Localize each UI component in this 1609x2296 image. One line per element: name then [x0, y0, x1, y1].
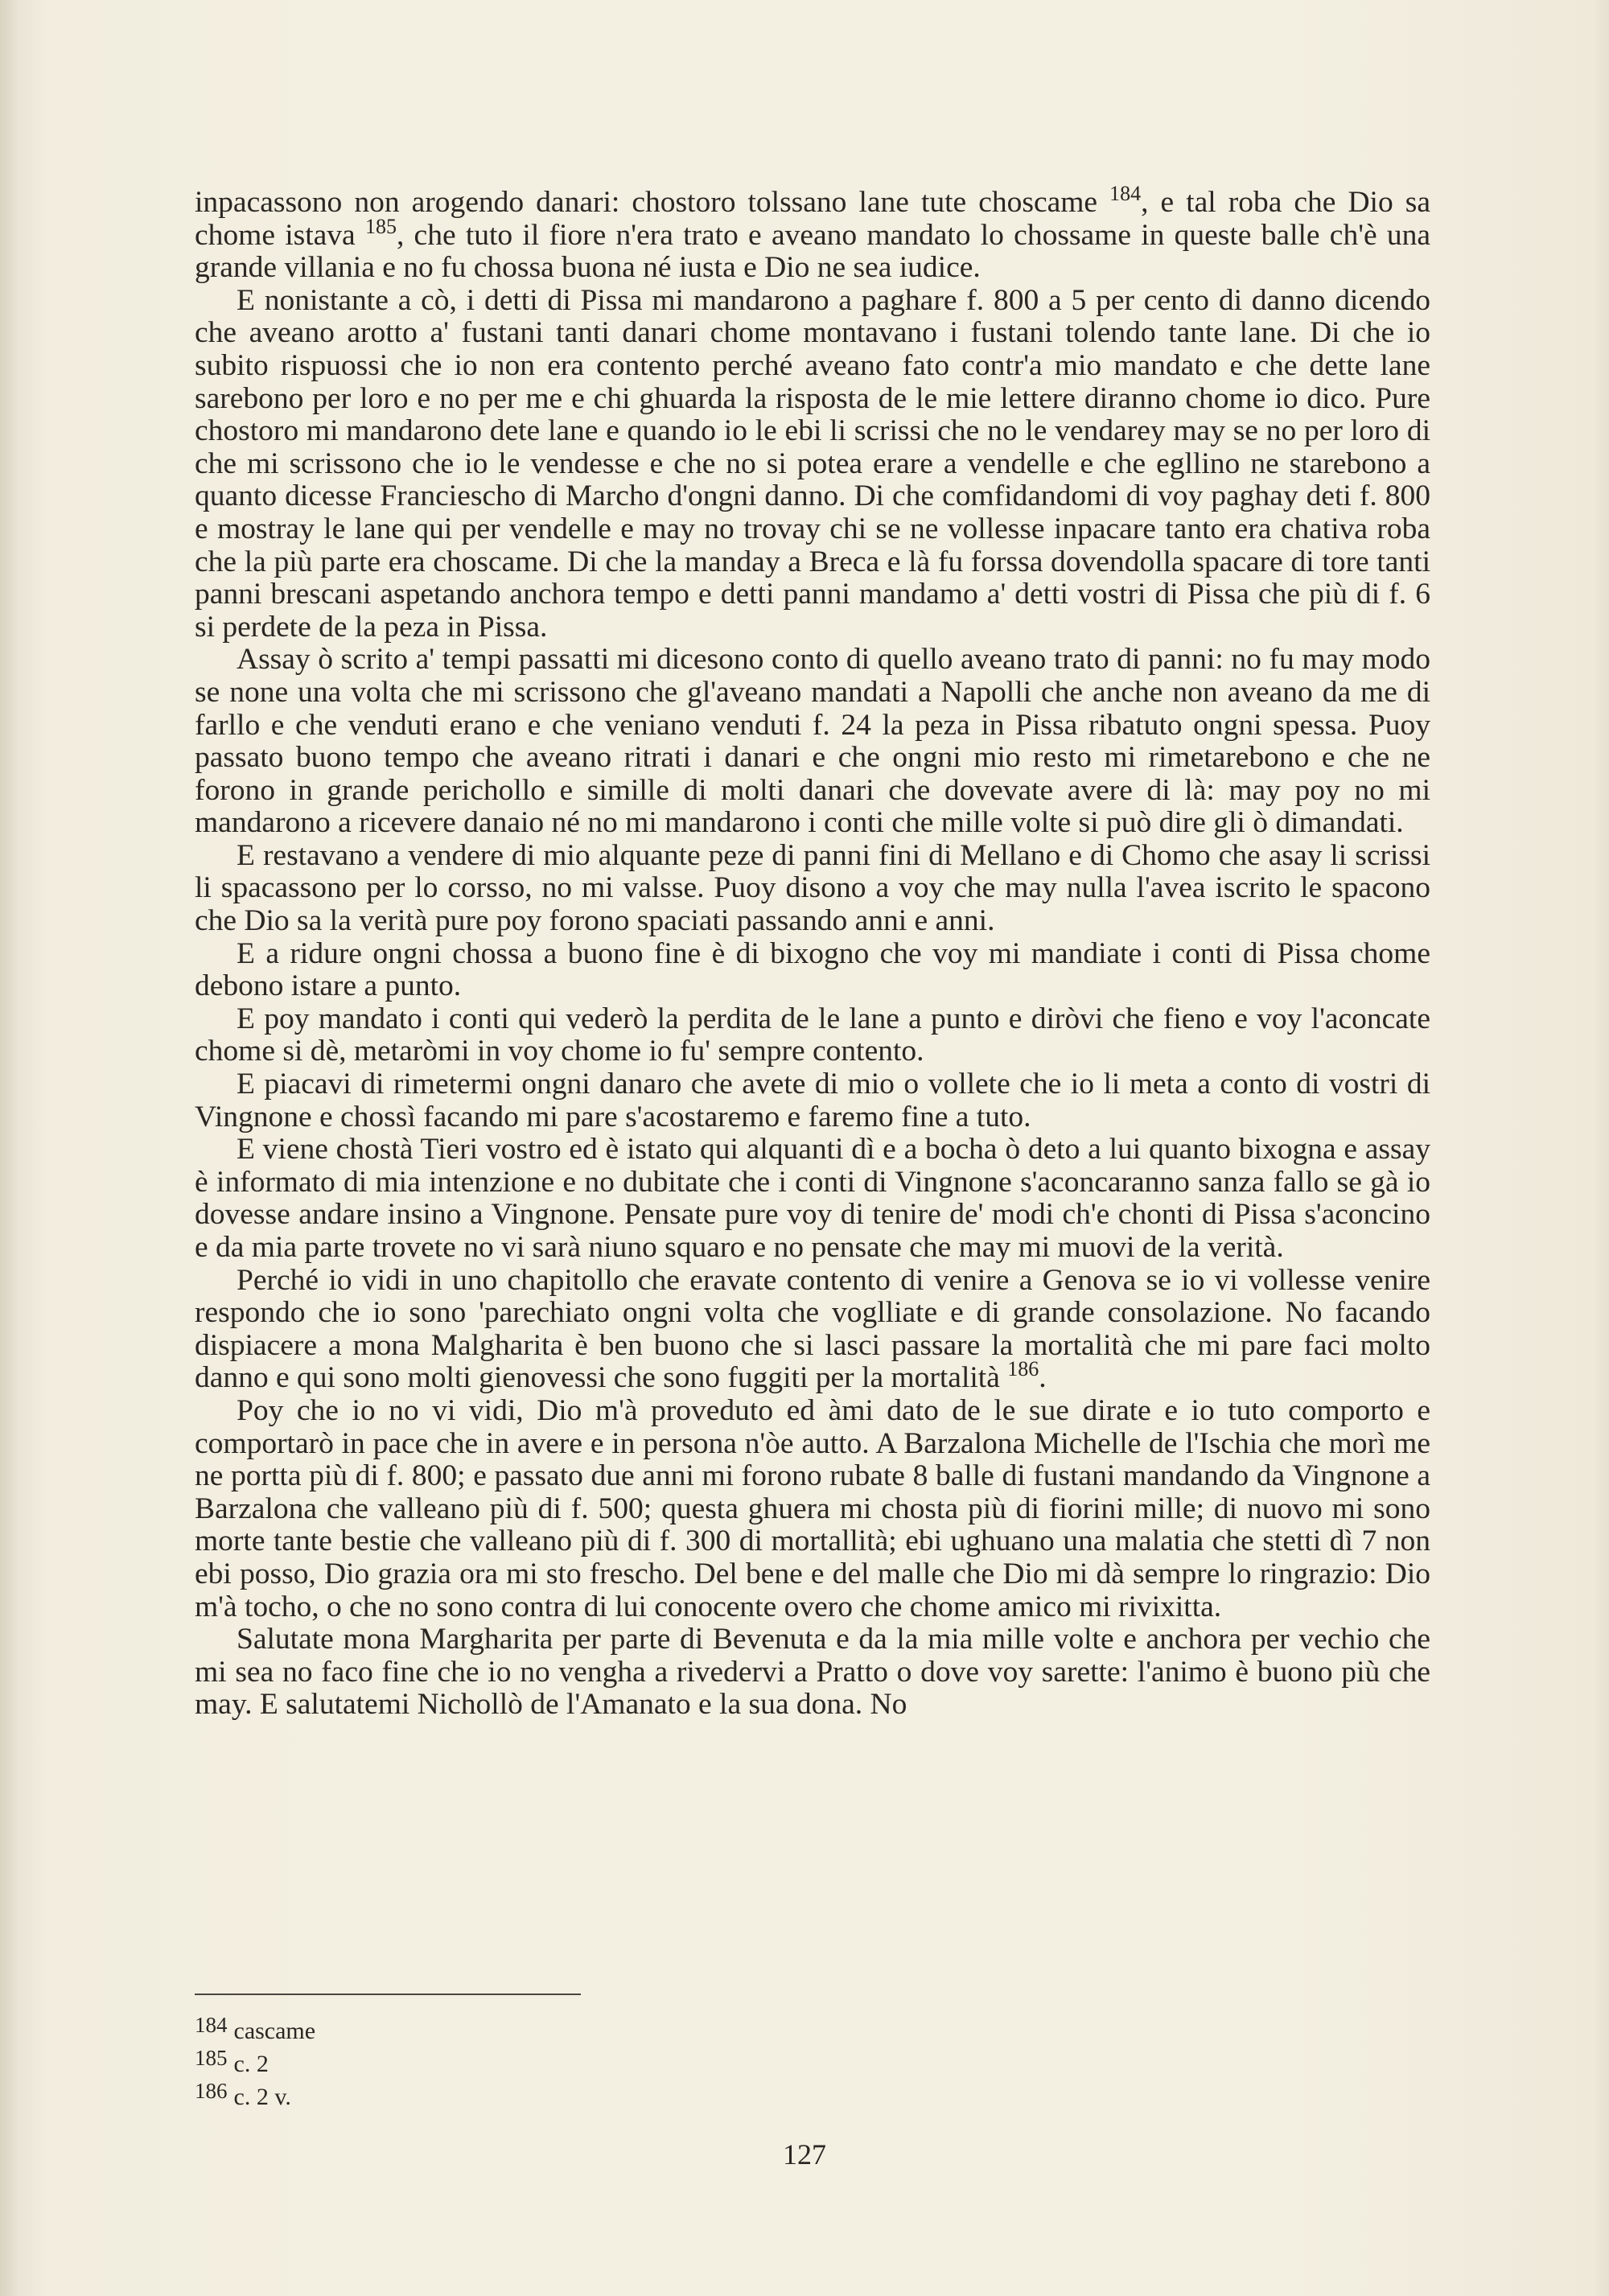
paragraph — [195, 1003, 1430, 1068]
paragraph — [195, 1134, 1430, 1264]
paragraph — [195, 938, 1430, 1003]
body-text — [195, 182, 1430, 1722]
footnote-number: 184 — [195, 2013, 228, 2037]
footnote-184 — [195, 2014, 315, 2047]
footnote-number: 186 — [195, 2079, 228, 2103]
footnote-rule — [195, 1994, 581, 1995]
footnote-number: 185 — [195, 2046, 228, 2070]
text-run: Poy che io no vi vidi, Dio m'à proveduto ed àmi dato de le sue dirate e io tuto comporto e comportarò in pace che in avere e in persona n'òe autto. A Barzalona Michelle de l'Ischia che morì me ne portta più di f. 800; e passato due anni mi forono rubate 8 balle di fustani mandando da Vingnone a Barzalona che valleano più di f. 500; questa ghuera mi chosta più di fiorini mille; di nuovo mi sono morte tante bestie che valleano più di f. 300 di mortallità; ebi ughuano una malatia che stetti dì 7 non ebi posso, Dio grazia ora mi sto frescho. Del bene e del malle che Dio mi dà sempre lo ringrazio: Dio m'à tocho, o che no sono contra di lui conocente overo che chome amico mi rivixitta. — [195, 1393, 1430, 1623]
text-run: Salutate mona Margharita per parte di Bevenuta e da la mia mille volte e anchora per vechio che mi sea no faco fine che io no vengha a rivedervi a Pratto o dove voy sarette: l'animo è buono più che may. E salutatemi Nichollò de l'Amanato e la sua dona. No — [195, 1623, 1430, 1722]
text-run: , che tuto il fiore n'era trato e aveano mandato lo chossame in queste balle ch'è una grande villania e no fu chossa buona né iusta e Dio ne sea iudice. — [195, 218, 1430, 285]
footnote-text: c. 2 v. — [233, 2084, 291, 2110]
paragraph — [195, 285, 1430, 644]
paragraph — [195, 644, 1430, 840]
footnote-text: c. 2 — [233, 2051, 269, 2077]
text-run: E poy mandato i conti qui vederò la perdita de le lane a punto e diròvi che fieno e voy l'aconcate chome si dè, metaròmi in voy chome io fu' sempre contento. — [195, 1002, 1430, 1068]
text-run: . — [1039, 1361, 1047, 1395]
text-run: inpacassono non arogendo danari: chostoro tolssano lane tute choscame — [195, 186, 1110, 219]
text-run: E piacavi di rimetermi ongni danaro che avete di mio o vollete che io li meta a conto di vostri di Vingnone e chossì facando mi pare s'acostaremo e faremo fine a tuto. — [195, 1068, 1430, 1134]
text-run: E restavano a vendere di mio alquante peze di panni fini di Mellano e di Chomo che asay li scrissi li spacassono per lo corsso, no mi valsse. Puoy disono a voy che may nulla l'avea iscrito le spacono che Dio sa la verità pure poy forono spaciati passando anni e anni. — [195, 838, 1430, 938]
footnote-ref: 184 — [1109, 182, 1142, 205]
text-run: , e tal roba che Dio sa chome istava — [195, 186, 1430, 252]
footnote-185 — [195, 2047, 315, 2080]
text-run: E nonistante a cò, i detti di Pissa mi mandarono a paghare f. 800 a 5 per cento di danno dicendo che aveano arotto a' fustani tanti danari chome montavano i fustani tolendo tante lane. Di che io subito rispuossi che io non era contento perché aveano fato contr'a mio mandato e che dette lane sarebono per loro e no per me e chi ghuarda la risposta de le mie lettere diranno chome io dico. Pure chostoro mi mandarono dete lane e quando io le ebi li scrissi che no le vendarey may se no per loro di che mi scrissono che io le vendesse e che no si potea erare a vendelle e che egllino ne starebono a quanto dicesse Franciescho di Marcho d'ongni danno. Di che comfidandomi di voy paghay deti f. 800 e mostray le lane qui per vendelle e may no trovay chi se ne vollesse inpacare tanto era chativa roba che la più parte era choscame. Di che la manday a Breca e là fu forssa dovendolla spacare di tore tanti panni brescani aspetando anchora tempo e detti panni mandamo a' detti vostri di Pissa che più di f. 6 si perdete de la peza in Pissa. — [195, 283, 1430, 644]
text-run: E a ridure ongni chossa a buono fine è di bixogno che voy mi mandiate i conti di Pissa chome debono istare a punto. — [195, 936, 1430, 1003]
paragraph — [195, 1395, 1430, 1623]
paragraph — [195, 840, 1430, 938]
footnote-ref: 186 — [1007, 1357, 1039, 1381]
footnotes — [195, 2014, 315, 2113]
paragraph — [195, 1623, 1430, 1722]
text-run: Perché io vidi in uno chapitollo che eravate contento di venire a Genova se io vi vollesse venire respondo che io sono 'parechiato ongni volta che voglliate e di grande consolazione. No facando dispiacere a mona Malgharita è ben buono che si lasci passare la mortalità che mi pare faci molto danno e qui sono molti gienovessi che sono fuggiti per la mortalità — [195, 1263, 1430, 1395]
paragraph — [195, 182, 1430, 285]
paragraph — [195, 1265, 1430, 1395]
paragraph — [195, 1068, 1430, 1134]
footnote-text: cascame — [233, 2018, 316, 2044]
footnote-ref: 185 — [364, 214, 397, 238]
spine-shadow — [0, 0, 18, 2296]
footnote-186 — [195, 2080, 315, 2113]
text-run: E viene chostà Tieri vostro ed è istato qui alquanti dì e a bocha ò deto a lui quanto bixogna e assay è informato di mia intenzione e no dubitate che i conti di Vingnone s'aconcaranno sanza fallo se gà io dovesse andare insino a Vingnone. Pensate pure voy di tenire de' modi ch'e chonti di Pissa s'aconcino e da mia parte trovete no vi sarà niuno squaro e no pensate che may mi muovi de la verità. — [195, 1133, 1430, 1264]
text-run: Assay ò scrito a' tempi passatti mi dicesono conto di quello aveano trato di panni: no fu may modo se none una volta che mi scrissono che gl'aveano mandati a Napolli che anche non aveano da me di farllo e che venduti erano e che veniano venduti f. 24 la peza in Pissa ribatuto ongni spessa. Puoy passato buono tempo che aveano ritrati i danari e che ongni mio resto mi rimetarebono e che ne forono in grande perichollo e simille di molti danari che dovevate avere di là: may poy no mi mandarono a ricevere danaio né no mi mandarono i conti che mille volte si può dire gli ò dimandati. — [195, 643, 1430, 840]
page-number: 127 — [783, 2138, 826, 2171]
